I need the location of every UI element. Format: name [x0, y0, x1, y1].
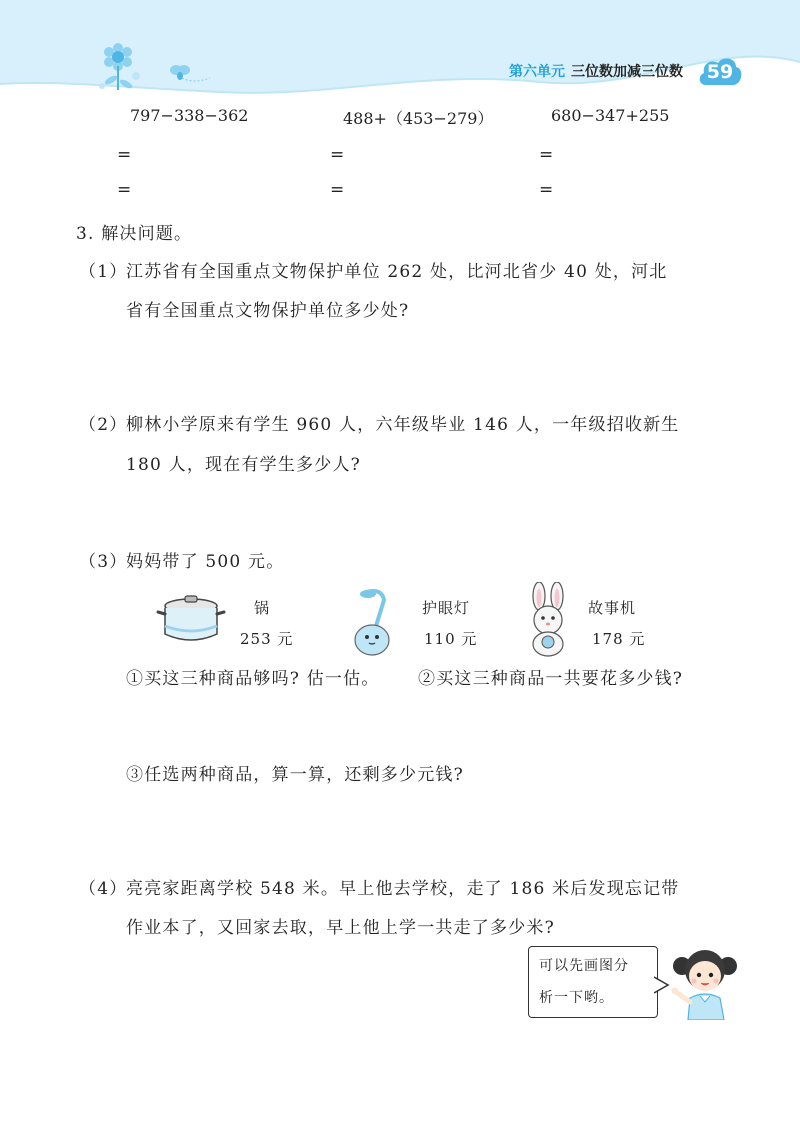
calc-2-equals-1: =: [330, 145, 345, 165]
problem-2-line-2: 180 人，现在有学生多少人?: [126, 455, 361, 475]
problem-3-question-1: ①买这三种商品够吗? 估一估。: [126, 669, 380, 689]
desk-lamp-icon: [348, 586, 398, 658]
calc-1-equals-1: =: [117, 145, 132, 165]
item-story-machine-name: 故事机: [588, 599, 637, 617]
item-story-machine-price: 178 元: [592, 630, 646, 648]
problem-1-line-2: 省有全国重点文物保护单位多少处?: [126, 301, 410, 321]
page-number: 59: [706, 61, 734, 83]
header-title: [509, 61, 683, 81]
hint-line-1: 可以先画图分: [539, 958, 629, 974]
calc-expression-3: 680−347+255: [551, 106, 670, 125]
problem-1-line-1: 江苏省有全国重点文物保护单位 262 处，比河北省少 40 处，河北: [126, 262, 668, 282]
calc-2-equals-2: =: [330, 180, 345, 200]
problem-4-line-1: 亮亮家距离学校 548 米。早上他去学校，走了 186 米后发现忘记带: [126, 879, 680, 899]
girl-character-icon: [668, 944, 744, 1020]
item-lamp-name: 护眼灯: [422, 599, 471, 617]
calc-1-equals-2: =: [117, 180, 132, 200]
hint-line-2: 析一下哟。: [539, 990, 614, 1006]
calc-3-equals-1: =: [539, 145, 554, 165]
pot-icon: [156, 592, 226, 648]
item-pot-name: 锅: [254, 599, 271, 617]
problem-2-number: （2）: [79, 415, 128, 435]
problem-3-line-1: 妈妈带了 500 元。: [126, 552, 285, 572]
problem-3-question-2: ②买这三种商品一共要花多少钱?: [418, 669, 684, 689]
chapter-title: 三位数加减三位数: [571, 64, 683, 80]
calc-expression-2: 488+（453−279）: [343, 109, 494, 128]
item-pot-price: 253 元: [240, 630, 294, 648]
problem-4-line-2: 作业本了，又回家去取，早上他上学一共走了多少米?: [126, 918, 555, 938]
problem-4-number: （4）: [79, 879, 128, 899]
sunflower-decoration-icon: [96, 36, 146, 92]
problem-3-number: （3）: [79, 552, 128, 572]
calc-3-equals-2: =: [539, 180, 554, 200]
butterfly-decoration-icon: [168, 62, 212, 84]
hint-speech-bubble: [528, 946, 658, 1018]
bunny-story-machine-icon: [520, 582, 576, 658]
calc-expression-1: 797−338−362: [130, 106, 249, 125]
item-lamp-price: 110 元: [424, 630, 478, 648]
unit-label: 第六单元: [509, 64, 565, 80]
problem-1-number: （1）: [79, 262, 128, 282]
problem-3-question-3: ③任选两种商品，算一算，还剩多少元钱?: [126, 765, 464, 785]
section-title: 3. 解决问题。: [76, 224, 193, 244]
problem-2-line-1: 柳林小学原来有学生 960 人，六年级毕业 146 人，一年级招收新生: [126, 415, 680, 435]
